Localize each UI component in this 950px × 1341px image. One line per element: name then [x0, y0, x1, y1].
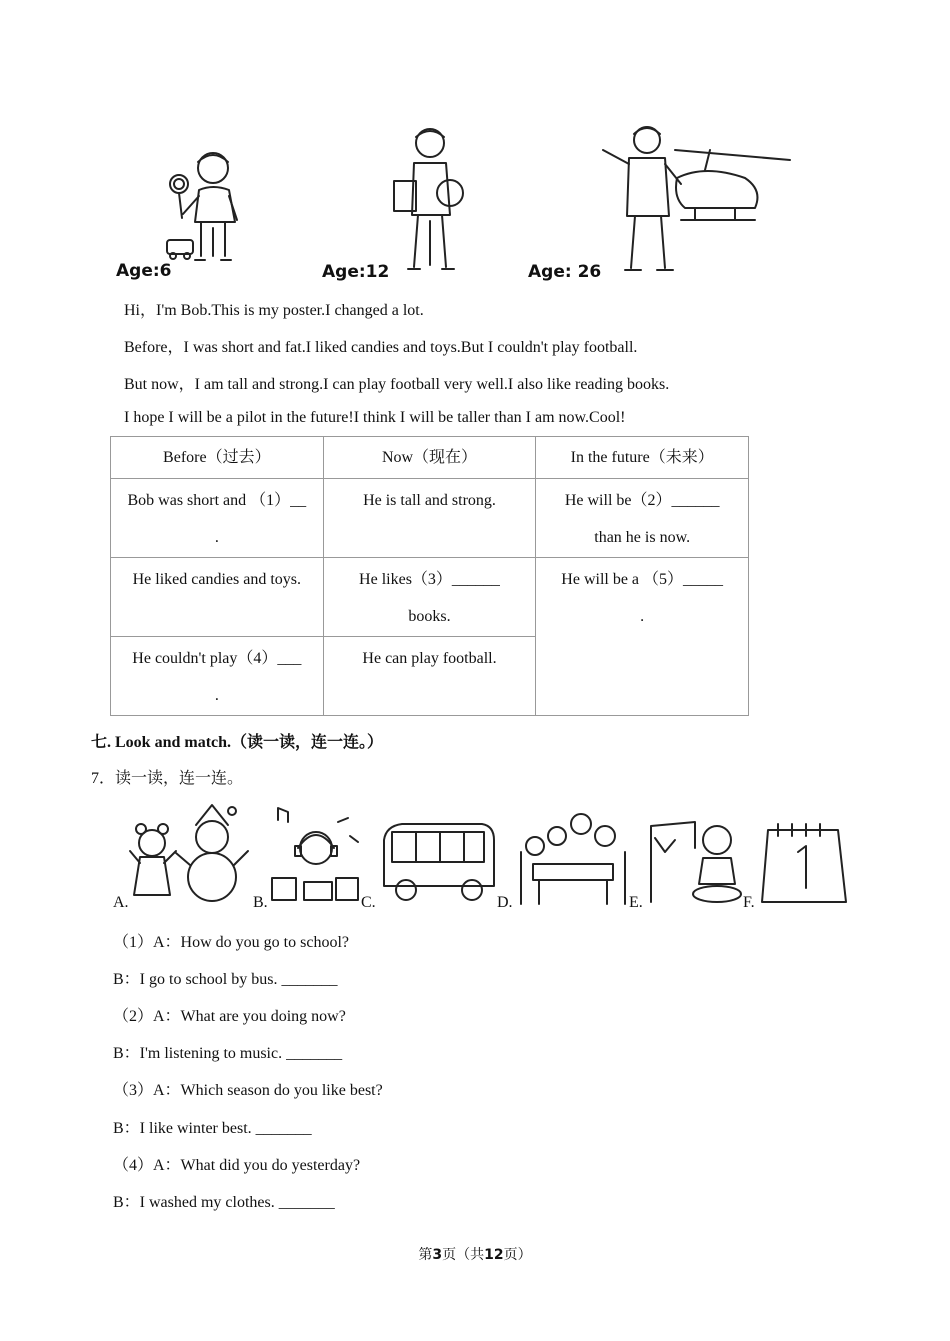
header-now: Now（现在）: [323, 437, 536, 479]
poster-line-3: But now，I am tall and strong.I can play football very well.I also like reading books.: [124, 376, 670, 393]
header-before: Before（过去）: [111, 437, 324, 479]
family-dinner-picture: [515, 812, 630, 907]
question-1-a: （1）A：How do you go to school?: [113, 934, 349, 951]
cell-future-1: [536, 479, 749, 558]
cell-now-1: He is tall and strong.: [323, 479, 536, 558]
blank-1-tail: .: [214, 529, 219, 546]
blank-4-tail: .: [214, 687, 219, 704]
footer-prefix: 第: [418, 1248, 433, 1263]
question-4-b: B：I washed my clothes. _______: [113, 1194, 335, 1211]
blank-2-text: He will be（2）______: [564, 492, 720, 509]
picture-label-d: D.: [497, 894, 513, 911]
cell-before-2: He liked candies and toys.: [111, 558, 324, 637]
section-7-heading: 七. Look and match.（读一读，连一连。）: [91, 734, 384, 751]
blank-3-tail: books.: [408, 608, 451, 625]
age-26-label: Age: 26: [528, 262, 602, 282]
music-listening-picture: [268, 808, 363, 906]
blank-1-text: Bob was short and （1）__: [127, 492, 307, 509]
poster-line-4: I hope I will be a pilot in the future!I think I will be taller than I am now.Cool!: [124, 409, 626, 426]
cell-now-2: [323, 558, 536, 637]
picture-label-e: E.: [629, 894, 643, 911]
boy-age-12-illustration: [390, 125, 470, 275]
cell-now-3: He can play football.: [323, 637, 536, 716]
bus-picture: [378, 820, 498, 906]
picture-label-c: C.: [361, 894, 376, 911]
blank-2-tail: than he is now.: [594, 529, 691, 546]
picture-label-a: A.: [113, 894, 129, 911]
poster-line-2: Before，I was short and fat.I liked candies and toys.But I couldn't play football.: [124, 339, 638, 356]
question-2-a: （2）A：What are you doing now?: [113, 1008, 346, 1025]
header-future: In the future（未来）: [536, 437, 749, 479]
picture-label-f: F.: [743, 894, 755, 911]
calendar-picture: [758, 822, 850, 908]
blank-5-tail: .: [640, 608, 645, 625]
picture-label-b: B.: [253, 894, 268, 911]
question-3-a: （3）A：Which season do you like best?: [113, 1082, 383, 1099]
boy-age-6-illustration: [165, 148, 245, 266]
blank-4-text: He couldn't play（4）___: [132, 650, 302, 667]
question-7-instruction: 7．读一读，连一连。: [91, 770, 244, 787]
question-1-b: B：I go to school by bus. _______: [113, 971, 338, 988]
poster-line-1: Hi，I'm Bob.This is my poster.I changed a lot.: [124, 302, 424, 319]
cell-future-2: [536, 558, 749, 716]
blank-3-text: He likes（3）______: [359, 571, 500, 588]
question-2-b: B：I'm listening to music. _______: [113, 1045, 343, 1062]
footer-mid: 页（共: [442, 1248, 485, 1263]
comparison-table: [110, 436, 749, 716]
age-6-label: Age:6: [116, 261, 172, 281]
footer-total-pages: 12: [484, 1247, 504, 1263]
page-footer: [0, 1244, 950, 1264]
age-12-label: Age:12: [322, 262, 390, 282]
winter-snowman-picture: [128, 803, 253, 907]
blank-5-text: He will be a （5）_____: [561, 571, 724, 588]
question-4-a: （4）A：What did you do yesterday?: [113, 1157, 361, 1174]
cell-before-1: [111, 479, 324, 558]
washing-clothes-picture: [645, 818, 745, 906]
footer-page-number: 3: [432, 1247, 443, 1263]
cell-before-3: [111, 637, 324, 716]
footer-suffix: 页）: [503, 1248, 532, 1263]
pilot-age-26-illustration: [585, 120, 795, 275]
question-3-b: B：I like winter best. _______: [113, 1120, 312, 1137]
